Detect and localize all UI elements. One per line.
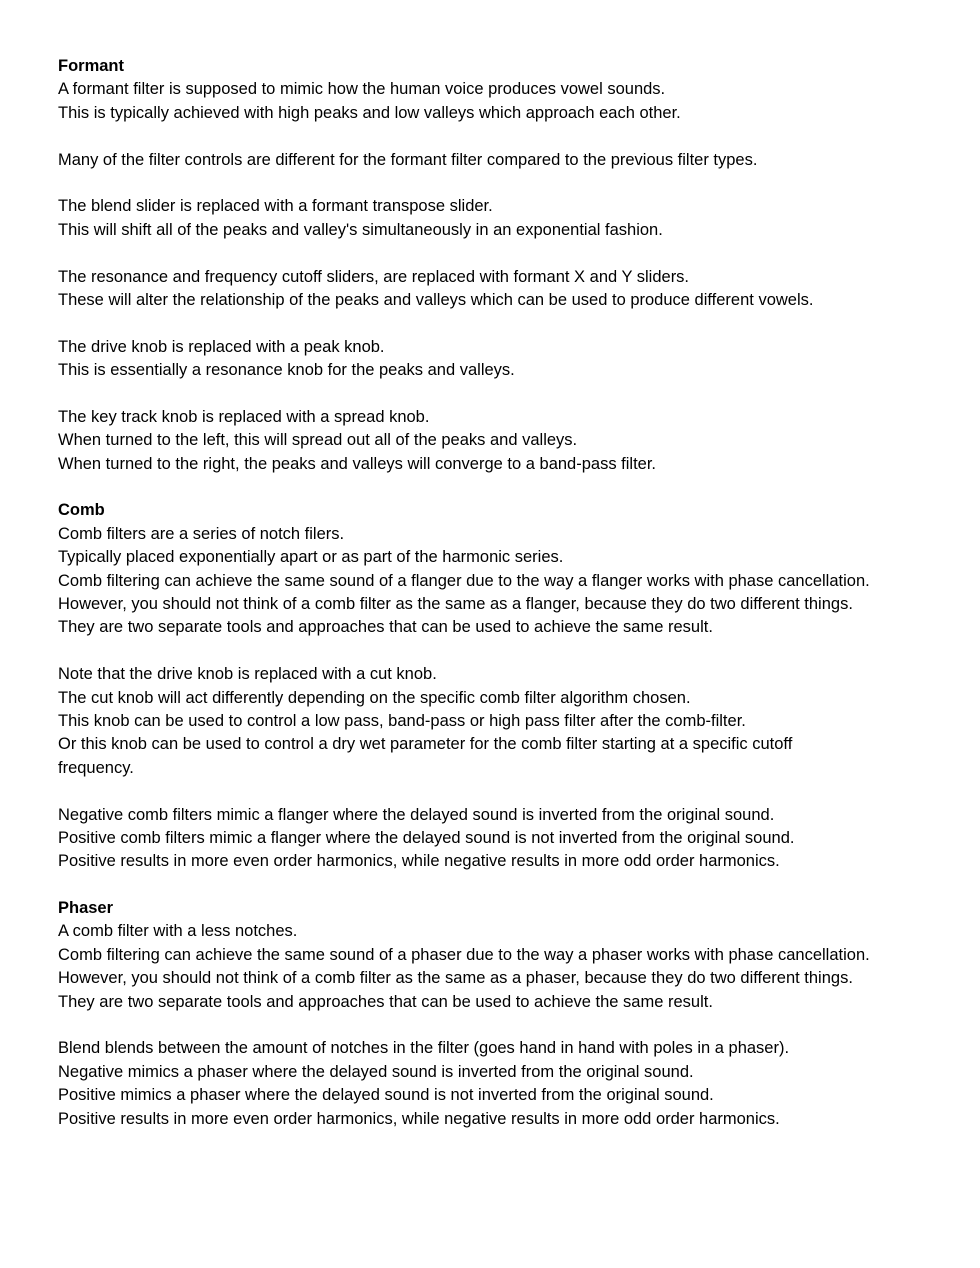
paragraph xyxy=(58,523,958,640)
text-line: Positive results in more even order harmonics, while negative results in more odd order harmonics. xyxy=(58,1109,780,1128)
text-line: The drive knob is replaced with a peak knob. xyxy=(58,337,385,356)
text-line: Many of the filter controls are different for the formant filter compared to the previous filter types. xyxy=(58,150,758,169)
text-line: Or this knob can be used to control a dry wet parameter for the comb filter starting at a specific cutoff xyxy=(58,735,793,754)
paragraph xyxy=(58,78,958,125)
text-line: Positive comb filters mimic a flanger where the delayed sound is not inverted from the original sound. xyxy=(58,828,795,847)
text-line: Negative comb filters mimic a flanger where the delayed sound is inverted from the original sound. xyxy=(58,805,775,824)
text-line: Note that the drive knob is replaced with a cut knob. xyxy=(58,665,437,684)
section-comb xyxy=(58,499,958,873)
section-phaser xyxy=(58,897,958,1131)
paragraph xyxy=(58,336,958,383)
text-line: This is essentially a resonance knob for the peaks and valleys. xyxy=(58,361,515,380)
paragraph xyxy=(58,804,958,874)
text-line: The cut knob will act differently depending on the specific comb filter algorithm chosen. xyxy=(58,688,691,707)
text-line: frequency. xyxy=(58,758,134,777)
text-line: These will alter the relationship of the peaks and valleys which can be used to produce different vowels. xyxy=(58,290,814,309)
paragraph xyxy=(58,663,958,780)
text-line: Positive mimics a phaser where the delayed sound is not inverted from the original sound. xyxy=(58,1086,714,1105)
paragraph xyxy=(58,266,958,313)
text-line: Comb filtering can achieve the same sound of a phaser due to the way a phaser works with phase cancellation. xyxy=(58,945,870,964)
text-line: However, you should not think of a comb filter as the same as a phaser, because they do two different things. xyxy=(58,969,853,988)
section-heading: Phaser xyxy=(58,899,114,918)
text-line: Positive results in more even order harmonics, while negative results in more odd order harmonics. xyxy=(58,852,780,871)
text-line: A formant filter is supposed to mimic how the human voice produces vowel sounds. xyxy=(58,80,666,99)
section-heading: Formant xyxy=(58,57,124,75)
paragraph xyxy=(58,920,958,1014)
text-line: This will shift all of the peaks and valley's simultaneously in an exponential fashion. xyxy=(58,220,663,239)
text-line: They are two separate tools and approaches that can be used to achieve the same result. xyxy=(58,992,713,1011)
text-line: When turned to the left, this will spread out all of the peaks and valleys. xyxy=(58,431,578,450)
text-line: However, you should not think of a comb filter as the same as a flanger, because they do two different things. xyxy=(58,594,853,613)
text-line: The blend slider is replaced with a formant transpose slider. xyxy=(58,197,493,216)
text-line: A comb filter with a less notches. xyxy=(58,922,298,941)
text-line: This is typically achieved with high peaks and low valleys which approach each other. xyxy=(58,103,681,122)
paragraph xyxy=(58,195,958,242)
text-line: Typically placed exponentially apart or as part of the harmonic series. xyxy=(58,548,564,567)
text-line: When turned to the right, the peaks and valleys will converge to a band-pass filter. xyxy=(58,454,657,473)
document-body xyxy=(58,55,958,1131)
paragraph xyxy=(58,1037,958,1131)
section-heading: Comb xyxy=(58,501,105,520)
text-line: Negative mimics a phaser where the delayed sound is inverted from the original sound. xyxy=(58,1062,694,1081)
text-line: The resonance and frequency cutoff sliders, are replaced with formant X and Y sliders. xyxy=(58,267,690,286)
paragraph xyxy=(58,149,958,172)
text-line: Comb filters are a series of notch filers. xyxy=(58,524,345,543)
paragraph xyxy=(58,406,958,476)
text-line: Comb filtering can achieve the same sound of a flanger due to the way a flanger works with phase cancellation. xyxy=(58,571,870,590)
text-line: Blend blends between the amount of notches in the filter (goes hand in hand with poles in a phaser). xyxy=(58,1039,790,1058)
section-formant xyxy=(58,55,958,476)
text-line: The key track knob is replaced with a spread knob. xyxy=(58,407,430,426)
text-line: This knob can be used to control a low pass, band-pass or high pass filter after the comb-filter. xyxy=(58,711,746,730)
text-line: They are two separate tools and approaches that can be used to achieve the same result. xyxy=(58,618,713,637)
